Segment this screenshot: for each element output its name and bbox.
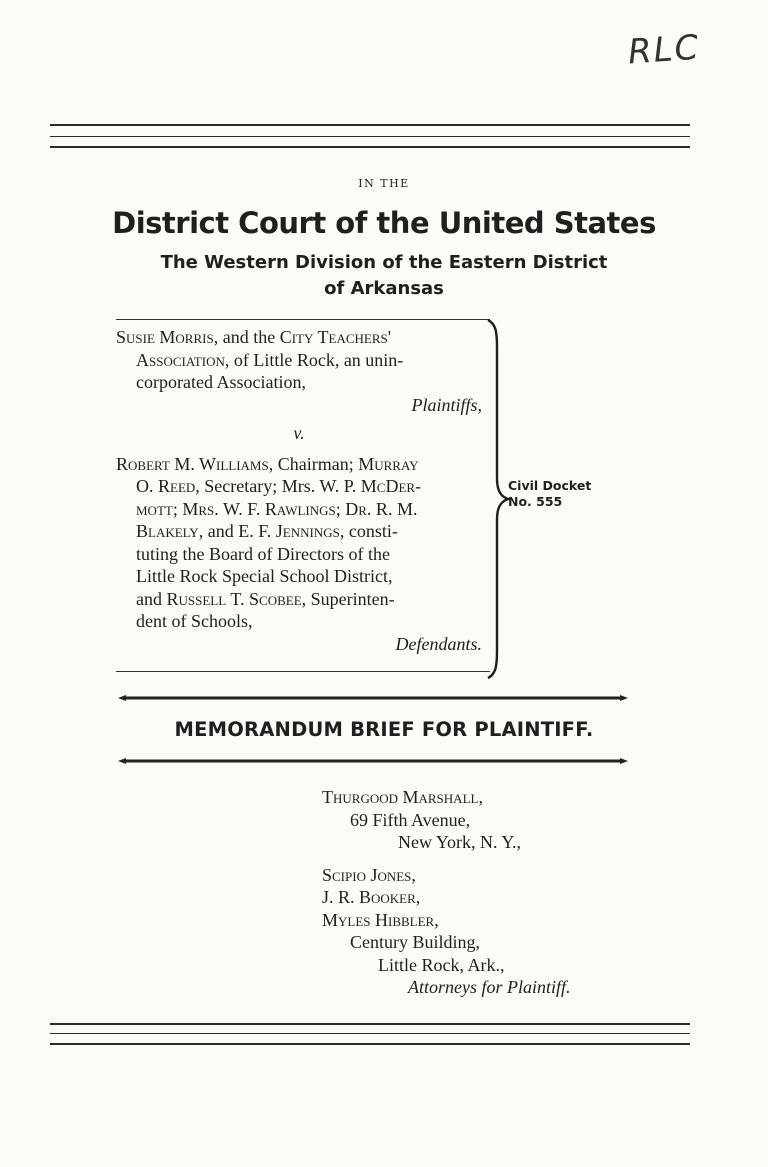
- versus-label: v.: [293, 423, 305, 443]
- top-rule-1: [50, 124, 690, 126]
- defendant-text-7: and: [136, 588, 167, 609]
- defendant-text-3: ;: [172, 498, 183, 519]
- plaintiff-association: City Teachers': [279, 327, 391, 347]
- docket-number: No. 555: [508, 494, 563, 509]
- court-division-line2: of Arkansas: [324, 278, 444, 299]
- defendant-text-6: Little Rock Special School District,: [136, 566, 393, 586]
- memorandum-title: MEMORANDUM BRIEF FOR PLAINTIFF.: [174, 718, 594, 741]
- in-the-label: IN THE: [358, 177, 410, 190]
- counsel-role: Attorneys for Plaintiff.: [408, 977, 571, 997]
- bottom-rule-2: [50, 1033, 690, 1034]
- defendant-rawlings: Mrs. W. F. Rawlings: [182, 498, 336, 519]
- civil-docket: [508, 478, 591, 510]
- plaintiff-text-3: corporated Association,: [136, 372, 306, 392]
- defendant-reed: O. Reed: [136, 476, 196, 496]
- defendant-text-3b: ;: [335, 498, 346, 519]
- bottom-rule-1: [50, 1023, 690, 1025]
- ornamental-rule-top: [118, 694, 628, 702]
- case-caption: [116, 326, 482, 655]
- defendants-block: [116, 453, 482, 633]
- counsel-address1: Century Building,: [350, 932, 480, 952]
- caption-top-rule: [116, 319, 490, 320]
- caption-bottom-rule: [116, 671, 490, 672]
- plaintiff-association-word: Association: [136, 349, 225, 370]
- court-division: [110, 250, 658, 302]
- defendant-jennings: Jennings: [275, 521, 340, 541]
- defendant-text-7b: , Superinten-: [301, 588, 395, 609]
- counsel-marshall: Thurgood Marshall,: [322, 787, 483, 807]
- top-rule-3: [50, 146, 690, 148]
- counsel-gap: [322, 854, 571, 864]
- court-title: District Court of the United States: [112, 206, 656, 240]
- counsel-jones: Scipio Jones,: [322, 864, 416, 885]
- counsel-hibbler: Myles Hibbler,: [322, 909, 439, 930]
- defendant-text-1: , Chairman;: [268, 453, 359, 474]
- bottom-rule-3: [50, 1043, 690, 1045]
- defendant-mcdermott-2: mott: [136, 498, 173, 519]
- defendant-williams: Robert M. Williams: [116, 453, 269, 474]
- defendant-text-2: , Secretary; Mrs. W. P.: [195, 476, 361, 496]
- court-division-line1: The Western Division of the Eastern District: [160, 252, 608, 273]
- docket-label: Civil Docket: [508, 478, 592, 493]
- defendants-role: Defendants.: [395, 633, 482, 654]
- plaintiffs-block: [116, 326, 482, 394]
- plaintiff-text: , and the: [213, 327, 280, 347]
- defendant-murray: Murray: [358, 453, 419, 474]
- handwritten-initials: RLC: [626, 27, 702, 73]
- defendant-text-4b: , consti-: [339, 521, 398, 541]
- defendant-scobee: Russell T. Scobee: [166, 588, 302, 609]
- ornamental-rule-bottom: [118, 757, 628, 765]
- defendant-blakely: Blakely: [136, 521, 199, 541]
- counsel-block: [322, 786, 571, 999]
- plaintiff-text-2: , of Little Rock, an unin-: [224, 349, 404, 370]
- defendant-dr: Dr. R. M.: [345, 498, 418, 519]
- counsel-marshall-address1: 69 Fifth Avenue,: [350, 809, 471, 830]
- defendant-text-5: tuting the Board of Directors of the: [136, 543, 390, 564]
- defendant-text-8: dent of Schools,: [136, 611, 253, 631]
- counsel-booker: J. R. Booker,: [322, 887, 421, 907]
- plaintiffs-role: Plaintiffs,: [411, 394, 482, 415]
- defendant-text-4: , and E. F.: [198, 521, 276, 541]
- counsel-marshall-address2: New York, N. Y.,: [398, 832, 522, 852]
- plaintiff-name: Susie Morris: [116, 327, 214, 347]
- caption-brace: [486, 318, 510, 680]
- counsel-address2: Little Rock, Ark.,: [378, 954, 505, 975]
- top-rule-2: [50, 136, 690, 137]
- defendant-mcdermott: McDer-: [360, 476, 422, 496]
